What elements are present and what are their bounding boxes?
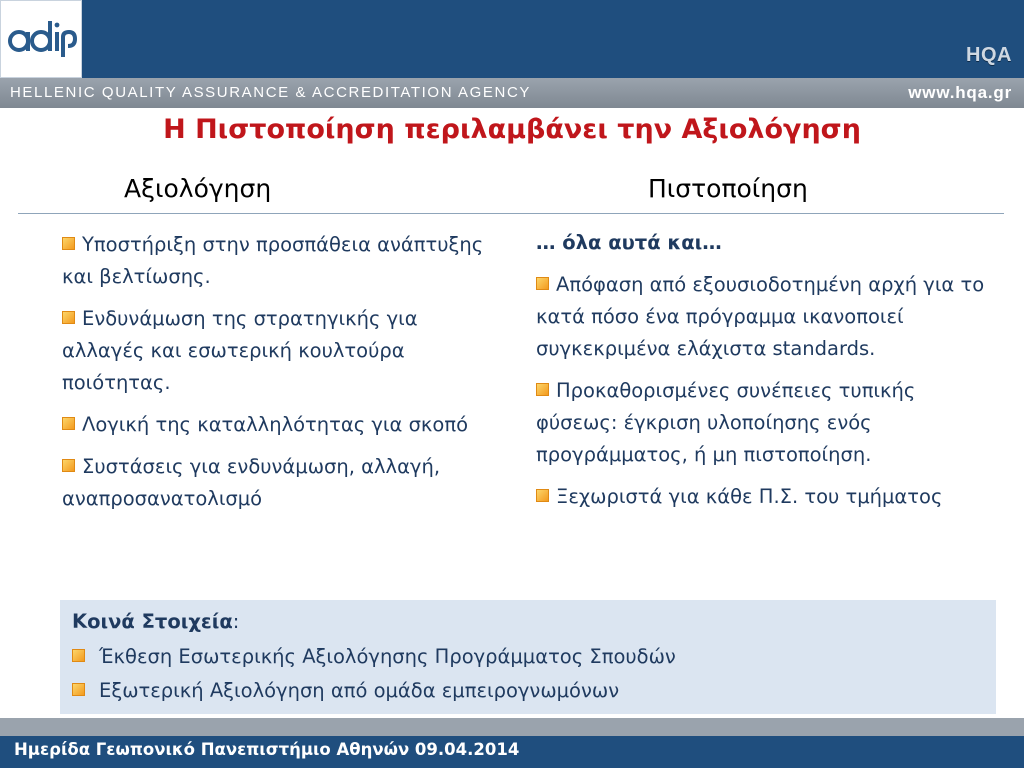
- square-bullet-icon: [62, 417, 75, 430]
- brand-label: HQA: [966, 44, 1012, 66]
- list-item: [62, 409, 502, 441]
- left-column-heading: Αξιολόγηση: [124, 174, 272, 203]
- website-label: www.hqa.gr: [908, 83, 1012, 102]
- footer-text: Ημερίδα Γεωπονικό Πανεπιστήμιο Αθηνών 09.04.2014: [14, 740, 520, 759]
- list-item: [62, 451, 502, 515]
- square-bullet-icon: [536, 383, 549, 396]
- list-item-text: Έκθεση Εσωτερικής Αξιολόγησης Προγράμματος Σπουδών: [99, 645, 676, 668]
- list-item: [72, 677, 619, 705]
- square-bullet-icon: [72, 649, 85, 662]
- list-item: [536, 375, 996, 471]
- list-item: [536, 269, 996, 365]
- list-item: [536, 481, 996, 513]
- header-bar: [0, 0, 1024, 78]
- list-item-text: Υποστήριξη στην προσπάθεια ανάπτυξης και βελτίωσης.: [62, 233, 484, 288]
- square-bullet-icon: [536, 489, 549, 502]
- common-elements-box: [60, 600, 996, 714]
- square-bullet-icon: [62, 459, 75, 472]
- agency-name: HELLENIC QUALITY ASSURANCE & ACCREDITATION AGENCY: [10, 84, 532, 101]
- adip-logo-icon: [5, 15, 77, 63]
- right-column-heading: Πιστοποίηση: [648, 174, 808, 203]
- square-bullet-icon: [62, 237, 75, 250]
- common-elements-label: Κοινά Στοιχεία: [72, 610, 233, 633]
- footer-bar: [0, 736, 1024, 768]
- list-item: [62, 303, 502, 399]
- slide-title: Η Πιστοποίηση περιλαμβάνει την Αξιολόγηση: [163, 114, 861, 145]
- list-item-text: Συστάσεις για ενδυνάμωση, αλλαγή, αναπροσανατολισμό: [62, 455, 441, 510]
- right-column: [536, 227, 996, 523]
- square-bullet-icon: [72, 683, 85, 696]
- logo: [0, 0, 82, 78]
- list-item-text: Ενδυνάμωση της στρατηγικής για αλλαγές και εσωτερική κουλτούρα ποιότητας.: [62, 307, 418, 394]
- list-item: [62, 229, 502, 293]
- list-item-text: Εξωτερική Αξιολόγηση από ομάδα εμπειρογνωμόνων: [99, 679, 620, 702]
- square-bullet-icon: [62, 311, 75, 324]
- common-elements-colon: :: [232, 610, 240, 633]
- footer-strip: [0, 718, 1024, 736]
- right-column-intro: … όλα αυτά και…: [536, 231, 722, 254]
- list-item-text: Ξεχωριστά για κάθε Π.Σ. του τμήματος: [556, 485, 943, 508]
- left-column: [62, 229, 502, 525]
- square-bullet-icon: [536, 277, 549, 290]
- list-item: [72, 643, 676, 671]
- common-elements-title: [72, 608, 239, 636]
- agency-bar: [0, 78, 1024, 108]
- list-item-text: Προκαθορισμένες συνέπειες τυπικής φύσεως: έγκριση υλοποίησης ενός προγράμματος, ή μη πιστοποίηση.: [536, 379, 916, 466]
- list-item-text: Λογική της καταλληλότητας για σκοπό: [82, 413, 469, 436]
- heading-divider: [18, 213, 1004, 214]
- list-item-text: Απόφαση από εξουσιοδοτημένη αρχή για το κατά πόσο ένα πρόγραμμα ικανοποιεί συγκεκριμένα ελάχιστα standards.: [536, 273, 985, 360]
